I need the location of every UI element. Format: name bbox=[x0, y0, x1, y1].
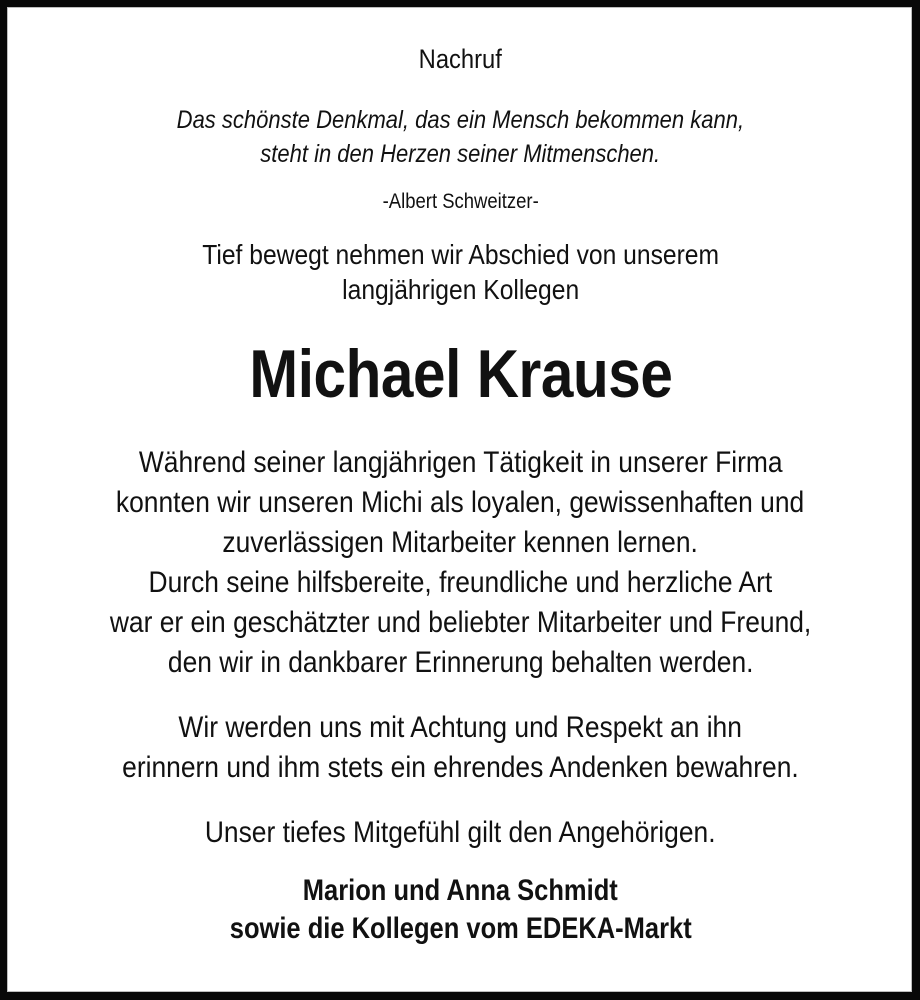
intro-line bbox=[8, 274, 913, 306]
deceased-name-text: Michael Krause bbox=[248, 336, 673, 412]
condolence-text: Unser tiefes Mitgefühl gilt den Angehörigen. bbox=[205, 816, 716, 849]
obituary-notice bbox=[7, 7, 912, 992]
signature-text: Marion und Anna Schmidt bbox=[303, 874, 618, 907]
paragraph-line bbox=[8, 486, 913, 520]
quote-author-text: -Albert Schweitzer- bbox=[382, 190, 539, 213]
intro-line-text: Tief bewegt nehmen wir Abschied von unserem bbox=[202, 239, 719, 270]
paragraph-line bbox=[8, 526, 913, 560]
paragraph-line bbox=[8, 566, 913, 600]
quote-author bbox=[8, 190, 913, 214]
paragraph-line-text: Wir werden uns mit Achtung und Respekt an ihn bbox=[178, 711, 743, 744]
paragraph-line-text: war er ein geschätzter und beliebter Mitarbeiter und Freund, bbox=[109, 606, 812, 639]
quote-line-text: steht in den Herzen seiner Mitmenschen. bbox=[260, 140, 661, 168]
paragraph-line-text: Durch seine hilfsbereite, freundliche und herzliche Art bbox=[148, 566, 773, 599]
intro-line-text: langjährigen Kollegen bbox=[341, 274, 579, 305]
notice-heading bbox=[8, 44, 913, 75]
signature-line bbox=[8, 874, 913, 908]
paragraph-line bbox=[8, 711, 913, 745]
paragraph-line bbox=[8, 606, 913, 640]
paragraph-line-text: erinnern und ihm stets ein ehrendes Andenken bewahren. bbox=[122, 751, 799, 784]
quote-line bbox=[8, 106, 913, 135]
quote-line bbox=[8, 140, 913, 169]
paragraph-line-text: zuverlässigen Mitarbeiter kennen lernen. bbox=[222, 526, 699, 559]
paragraph-line bbox=[8, 751, 913, 785]
signature-line bbox=[8, 912, 913, 946]
quote-line-text: Das schönste Denkmal, das ein Mensch bekommen kann, bbox=[176, 106, 745, 134]
paragraph-line-text: den wir in dankbarer Erinnerung behalten werden. bbox=[167, 646, 754, 679]
paragraph-line-text: Während seiner langjährigen Tätigkeit in unserer Firma bbox=[138, 446, 783, 479]
intro-line bbox=[8, 239, 913, 271]
paragraph-line-text: konnten wir unseren Michi als loyalen, gewissenhaften und bbox=[116, 486, 805, 519]
deceased-name bbox=[8, 335, 913, 413]
condolence-line bbox=[8, 816, 913, 850]
paragraph-line bbox=[8, 646, 913, 680]
signature-text: sowie die Kollegen vom EDEKA-Markt bbox=[229, 912, 692, 945]
paragraph-line bbox=[8, 446, 913, 480]
notice-heading-text: Nachruf bbox=[418, 44, 503, 74]
